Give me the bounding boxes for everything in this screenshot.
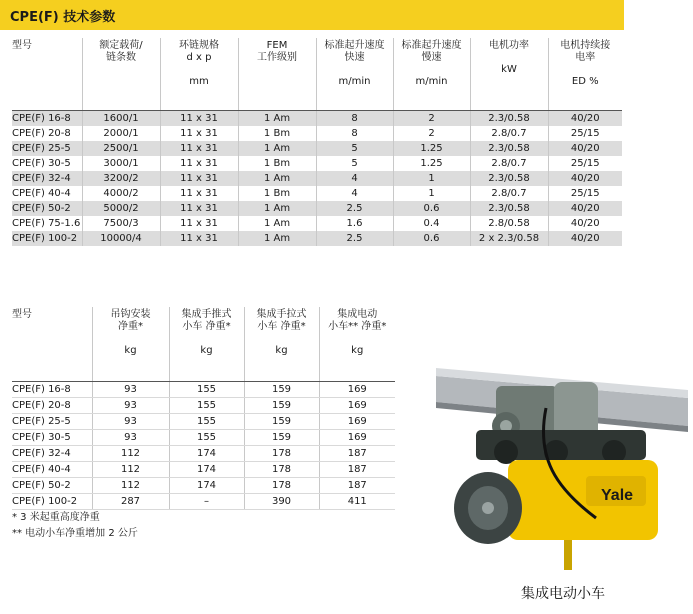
table2-header-l2: 小车** 净重* bbox=[328, 321, 387, 332]
table1-header-0 bbox=[12, 38, 82, 111]
table-cell: 169 bbox=[319, 398, 395, 414]
table-cell: CPE(F) 40-4 bbox=[12, 462, 92, 478]
table1-header-l2: 快速 bbox=[344, 52, 365, 63]
table2-header-l2: 小车 净重* bbox=[182, 321, 231, 332]
table2-header-2 bbox=[169, 307, 244, 382]
footnote-net-weight: * 3 米起重高度净重 bbox=[12, 512, 100, 523]
table-cell: CPE(F) 50-2 bbox=[12, 478, 92, 494]
table-cell: CPE(F) 25-5 bbox=[12, 141, 82, 156]
table-cell: 112 bbox=[92, 446, 169, 462]
table-cell: 25/15 bbox=[548, 186, 622, 201]
table1-header-2 bbox=[160, 38, 238, 111]
table2-header-unit: kg bbox=[124, 345, 137, 356]
table-row bbox=[12, 111, 622, 127]
table-cell: 159 bbox=[244, 430, 319, 446]
table-cell: CPE(F) 50-2 bbox=[12, 201, 82, 216]
table-cell: 169 bbox=[319, 382, 395, 398]
table1-header-l1: 型号 bbox=[12, 40, 32, 51]
table-cell: 169 bbox=[319, 430, 395, 446]
table-row bbox=[12, 494, 395, 510]
table-cell: 2 bbox=[393, 126, 470, 141]
table-cell: 11 x 31 bbox=[160, 231, 238, 246]
table2-header-l1: 集成手推式 bbox=[181, 309, 232, 320]
table-cell: 2 bbox=[393, 111, 470, 127]
table2-header-l1: 集成电动 bbox=[337, 309, 378, 320]
table-cell: 5 bbox=[316, 156, 393, 171]
table-cell: CPE(F) 20-8 bbox=[12, 126, 82, 141]
table-cell: 178 bbox=[244, 478, 319, 494]
table-row bbox=[12, 231, 622, 246]
table1-header-unit: mm bbox=[189, 76, 209, 87]
table-row bbox=[12, 126, 622, 141]
table-cell: 93 bbox=[92, 414, 169, 430]
table-cell: 1 Am bbox=[238, 216, 316, 231]
table-cell: 1.25 bbox=[393, 156, 470, 171]
table-cell: 1 Am bbox=[238, 201, 316, 216]
table2-header-0 bbox=[12, 307, 92, 382]
table-cell: 10000/4 bbox=[82, 231, 160, 246]
table-cell: 2.3/0.58 bbox=[470, 141, 548, 156]
table1-header-unit: kW bbox=[501, 64, 517, 75]
table2-header-unit: kg bbox=[200, 345, 213, 356]
table-row bbox=[12, 156, 622, 171]
table1-header-l1: 额定载荷/ bbox=[99, 40, 143, 51]
table1-header-7 bbox=[548, 38, 622, 111]
table-row bbox=[12, 430, 395, 446]
table-cell: 1.6 bbox=[316, 216, 393, 231]
table1-header-l2: 工作级别 bbox=[257, 52, 297, 63]
load-chain bbox=[564, 540, 572, 570]
table2-header-l1: 吊钩安装 bbox=[110, 309, 151, 320]
table-cell: 1 Am bbox=[238, 141, 316, 156]
table2-header-l2: 小车 净重* bbox=[257, 321, 306, 332]
table-row bbox=[12, 186, 622, 201]
table-row bbox=[12, 462, 395, 478]
table-cell: 155 bbox=[169, 414, 244, 430]
table-cell: 0.6 bbox=[393, 231, 470, 246]
table-cell: 155 bbox=[169, 430, 244, 446]
table-cell: 93 bbox=[92, 398, 169, 414]
table-cell: CPE(F) 16-8 bbox=[12, 111, 82, 127]
table-cell: CPE(F) 32-4 bbox=[12, 171, 82, 186]
table-cell: 2 x 2.3/0.58 bbox=[470, 231, 548, 246]
table-cell: 11 x 31 bbox=[160, 111, 238, 127]
table-row bbox=[12, 446, 395, 462]
table-cell: 1 Am bbox=[238, 111, 316, 127]
table1-header-l1: 电机功率 bbox=[489, 40, 529, 51]
table-cell: 159 bbox=[244, 382, 319, 398]
table-cell: 4 bbox=[316, 171, 393, 186]
title-bar bbox=[0, 0, 624, 30]
table-cell: 4 bbox=[316, 186, 393, 201]
table-cell: 187 bbox=[319, 478, 395, 494]
table-row bbox=[12, 141, 622, 156]
table-cell: CPE(F) 100-2 bbox=[12, 231, 82, 246]
table-cell: 169 bbox=[319, 414, 395, 430]
table1-header-6 bbox=[470, 38, 548, 111]
table-row bbox=[12, 382, 395, 398]
table-cell: 2.8/0.58 bbox=[470, 216, 548, 231]
table-cell: CPE(F) 25-5 bbox=[12, 414, 92, 430]
table2-header-4 bbox=[319, 307, 395, 382]
table-cell: 11 x 31 bbox=[160, 141, 238, 156]
table-cell: 2500/1 bbox=[82, 141, 160, 156]
table-cell: 174 bbox=[169, 462, 244, 478]
table1-header-l2: 慢速 bbox=[421, 52, 442, 63]
table-cell: 1 Bm bbox=[238, 186, 316, 201]
table2-header-l2: 净重* bbox=[118, 321, 143, 332]
table-cell: 2.3/0.58 bbox=[470, 111, 548, 127]
table-cell: 287 bbox=[92, 494, 169, 510]
table1-header-l2: 电率 bbox=[575, 52, 596, 63]
table-cell: 2.8/0.7 bbox=[470, 156, 548, 171]
table-cell: 2.8/0.7 bbox=[470, 126, 548, 141]
table1-header-unit: m/min bbox=[415, 76, 448, 87]
table-cell: 40/20 bbox=[548, 231, 622, 246]
table-cell: 1 Bm bbox=[238, 156, 316, 171]
table1-header-l2: 链条数 bbox=[106, 52, 136, 63]
table-cell: CPE(F) 16-8 bbox=[12, 382, 92, 398]
table-cell: 1600/1 bbox=[82, 111, 160, 127]
table-cell: 411 bbox=[319, 494, 395, 510]
table-cell: 2000/1 bbox=[82, 126, 160, 141]
table-cell: 40/20 bbox=[548, 171, 622, 186]
table1-header-unit: m/min bbox=[338, 76, 371, 87]
footnotes bbox=[12, 510, 138, 542]
table1-header-1 bbox=[82, 38, 160, 111]
table2-header-3 bbox=[244, 307, 319, 382]
table-cell: 40/20 bbox=[548, 111, 622, 127]
table-cell: 1.25 bbox=[393, 141, 470, 156]
electric-trolley-hoist-photo bbox=[436, 368, 688, 570]
table-row bbox=[12, 398, 395, 414]
table-cell: 1 bbox=[393, 171, 470, 186]
table-cell: 0.6 bbox=[393, 201, 470, 216]
table-cell: 8 bbox=[316, 111, 393, 127]
table-cell: 390 bbox=[244, 494, 319, 510]
table-cell: 3000/1 bbox=[82, 156, 160, 171]
table1-header-l1: 电机持续接 bbox=[560, 40, 611, 51]
table-cell: 174 bbox=[169, 446, 244, 462]
table2-header-1 bbox=[92, 307, 169, 382]
table-row bbox=[12, 478, 395, 494]
table-cell: 11 x 31 bbox=[160, 186, 238, 201]
table-cell: 187 bbox=[319, 446, 395, 462]
table1-header-l1: 环链规格 bbox=[179, 40, 219, 51]
table-cell: 178 bbox=[244, 462, 319, 478]
table-cell: 11 x 31 bbox=[160, 201, 238, 216]
table-cell: 1 Bm bbox=[238, 126, 316, 141]
table-cell: CPE(F) 100-2 bbox=[12, 494, 92, 510]
table-cell: CPE(F) 32-4 bbox=[12, 446, 92, 462]
table-cell: 155 bbox=[169, 398, 244, 414]
table-cell: 2.5 bbox=[316, 201, 393, 216]
table-cell: 1 Am bbox=[238, 171, 316, 186]
table-cell: 0.4 bbox=[393, 216, 470, 231]
footnote-electric-trolley: ** 电动小车净重增加 2 公斤 bbox=[12, 528, 138, 539]
table-cell: – bbox=[169, 494, 244, 510]
table-row bbox=[12, 216, 622, 231]
table-cell: 112 bbox=[92, 478, 169, 494]
table-cell: 40/20 bbox=[548, 201, 622, 216]
table-cell: 112 bbox=[92, 462, 169, 478]
table-cell: 4000/2 bbox=[82, 186, 160, 201]
table1-header-l1: FEM bbox=[266, 40, 288, 51]
weight-table bbox=[12, 307, 395, 510]
yale-logo: Yale bbox=[601, 487, 634, 504]
technical-parameters-table bbox=[12, 38, 622, 246]
table-cell: 174 bbox=[169, 478, 244, 494]
table1-header-l1: 标准起升速度 bbox=[401, 40, 462, 51]
table-cell: CPE(F) 30-5 bbox=[12, 430, 92, 446]
table-cell: 1 Am bbox=[238, 231, 316, 246]
table-cell: CPE(F) 20-8 bbox=[12, 398, 92, 414]
table-cell: CPE(F) 30-5 bbox=[12, 156, 82, 171]
table-cell: 93 bbox=[92, 382, 169, 398]
table1-header-5 bbox=[393, 38, 470, 111]
table-cell: CPE(F) 75-1.6 bbox=[12, 218, 81, 229]
table-cell: 8 bbox=[316, 126, 393, 141]
table-cell: 5000/2 bbox=[82, 201, 160, 216]
table-cell: 159 bbox=[244, 414, 319, 430]
table-cell: 93 bbox=[92, 430, 169, 446]
table-cell: 40/20 bbox=[548, 216, 622, 231]
table-cell: 155 bbox=[169, 382, 244, 398]
table-cell: 2.5 bbox=[316, 231, 393, 246]
photo-caption: 集成电动小车 bbox=[521, 586, 605, 602]
table-cell: 5 bbox=[316, 141, 393, 156]
table1-header-l2: d x p bbox=[186, 52, 212, 63]
table-cell: 159 bbox=[244, 398, 319, 414]
table-row bbox=[12, 201, 622, 216]
table-cell: 1 bbox=[393, 186, 470, 201]
table2-header-l1: 型号 bbox=[12, 309, 32, 320]
table1-header-unit: ED % bbox=[571, 76, 599, 87]
table-cell: 11 x 31 bbox=[160, 156, 238, 171]
table-cell: 11 x 31 bbox=[160, 171, 238, 186]
table-cell: 187 bbox=[319, 462, 395, 478]
table-cell: 2.8/0.7 bbox=[470, 186, 548, 201]
table1-header-3 bbox=[238, 38, 316, 111]
table2-header-unit: kg bbox=[275, 345, 288, 356]
table1-header-4 bbox=[316, 38, 393, 111]
table-row bbox=[12, 171, 622, 186]
table-cell: 11 x 31 bbox=[160, 126, 238, 141]
table-cell: 178 bbox=[244, 446, 319, 462]
table-row bbox=[12, 414, 395, 430]
table-cell: 3200/2 bbox=[82, 171, 160, 186]
table1-header-l1: 标准起升速度 bbox=[324, 40, 385, 51]
table-cell: 2.3/0.58 bbox=[470, 201, 548, 216]
table2-header-unit: kg bbox=[351, 345, 364, 356]
table-cell: 25/15 bbox=[548, 156, 622, 171]
table-cell: 11 x 31 bbox=[160, 216, 238, 231]
page-title: CPE(F) 技术参数 bbox=[10, 9, 116, 25]
table-cell: CPE(F) 40-4 bbox=[12, 186, 82, 201]
table2-header-l1: 集成手拉式 bbox=[256, 309, 307, 320]
table-cell: 7500/3 bbox=[82, 216, 160, 231]
table-cell: 25/15 bbox=[548, 126, 622, 141]
table-cell: 40/20 bbox=[548, 141, 622, 156]
table-cell: 2.3/0.58 bbox=[470, 171, 548, 186]
